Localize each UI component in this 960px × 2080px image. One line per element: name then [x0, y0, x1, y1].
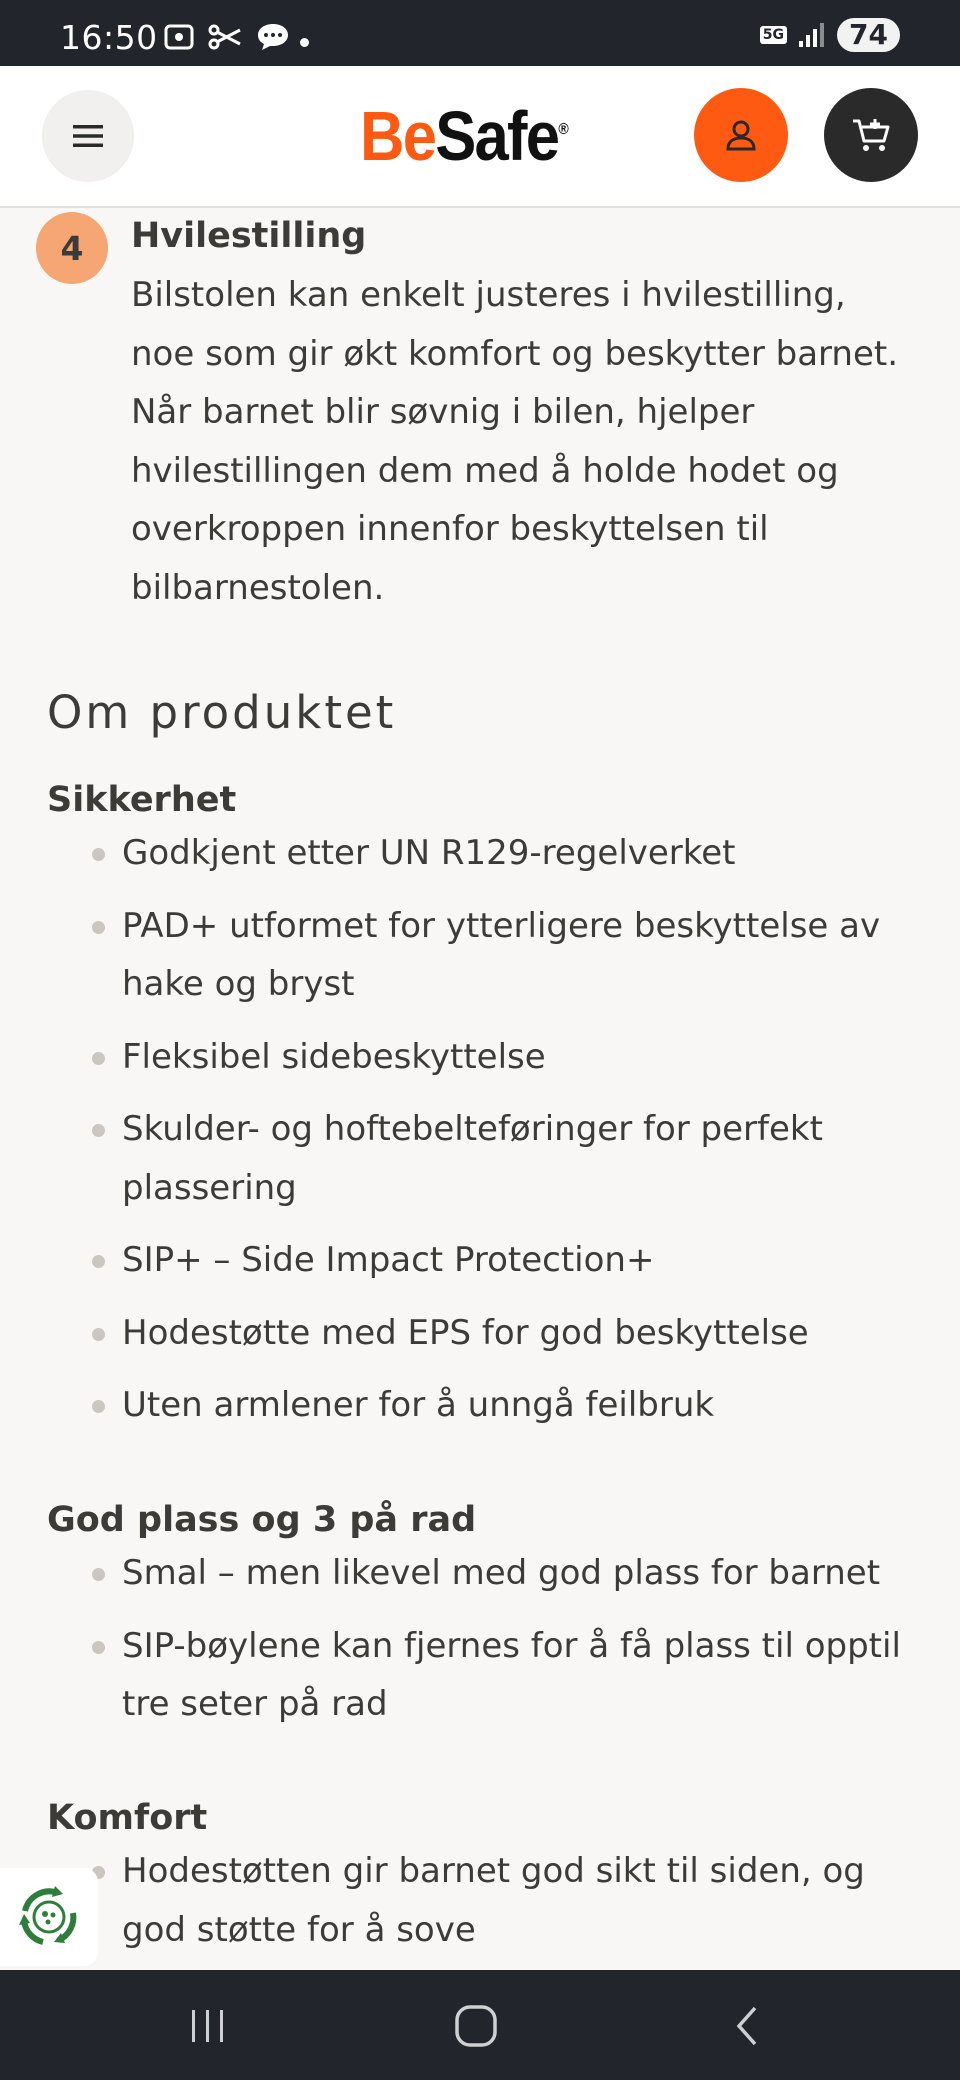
list-item: Uten armlener for å unngå feilbruk [88, 1376, 908, 1435]
list-item: Hodestøtte med EPS for god beskyttelse [88, 1304, 908, 1363]
recycle-icon [15, 1883, 83, 1951]
list-item: Fleksibel sidebeskyttelse [88, 1028, 908, 1087]
space-list [88, 1544, 908, 1734]
recent-apps-icon [188, 2008, 228, 2044]
eco-badge[interactable] [0, 1868, 98, 1966]
logo-registered-mark: ® [558, 121, 567, 138]
hamburger-icon [73, 124, 103, 148]
back-icon [731, 2004, 761, 2048]
about-product-heading: Om produktet [47, 686, 397, 739]
list-item: Smal – men likevel med god plass for barnet [88, 1544, 908, 1603]
step-description: Bilstolen kan enkelt justeres i hvilestilling, noe som gir økt komfort og beskytter barnet. Når barnet blir søvnig i bilen, hjelper hvilestillingen dem med å holde hodet og overkroppen innenfor beskyttelsen til bilbarnestolen. [131, 275, 899, 608]
scissors-icon [208, 24, 242, 50]
account-button[interactable] [694, 88, 788, 182]
list-item: PAD+ utformet for ytterligere beskyttelse av hake og bryst [88, 897, 908, 1014]
section-heading-safety: Sikkerhet [47, 780, 237, 820]
status-time: 16:50 [60, 18, 158, 57]
recent-apps-button[interactable] [178, 1998, 238, 2054]
chat-icon [256, 22, 290, 52]
cart-icon [851, 117, 891, 153]
user-icon [724, 118, 758, 152]
notification-dot [300, 38, 309, 47]
home-icon [454, 2004, 498, 2048]
screenshot-icon [164, 24, 194, 50]
section-heading-comfort: Komfort [47, 1798, 208, 1838]
list-item: Godkjent etter UN R129-regelverket [88, 824, 908, 883]
menu-button[interactable] [42, 90, 134, 182]
page-content [0, 208, 960, 1970]
site-header [0, 66, 960, 208]
cart-button[interactable] [824, 88, 918, 182]
logo-safe: Safe [435, 97, 559, 175]
comfort-list [88, 1842, 908, 1959]
network-5g-icon: 5G [760, 26, 787, 44]
safety-list [88, 824, 908, 1435]
android-navigation-bar [0, 1970, 960, 2080]
step-number: 4 [36, 212, 108, 284]
signal-icon [797, 21, 827, 49]
step-title: Hvilestilling [131, 216, 367, 256]
home-button[interactable] [446, 1998, 506, 2054]
notification-icons [164, 22, 290, 52]
status-bar [0, 0, 960, 66]
list-item: SIP+ – Side Impact Protection+ [88, 1231, 908, 1290]
list-item: Skulder- og hoftebelteføringer for perfekt plassering [88, 1100, 908, 1217]
list-item: SIP-bøylene kan fjernes for å få plass til opptil tre seter på rad [88, 1617, 908, 1734]
logo-be: Be [360, 97, 436, 175]
battery-icon: 74 [837, 18, 900, 52]
back-button[interactable] [716, 1998, 776, 2054]
section-heading-space: God plass og 3 på rad [47, 1500, 477, 1540]
besafe-logo[interactable] [360, 97, 567, 175]
list-item: Hodestøtten gir barnet god sikt til siden, og god støtte for å sove [88, 1842, 908, 1959]
system-icons [760, 18, 900, 52]
